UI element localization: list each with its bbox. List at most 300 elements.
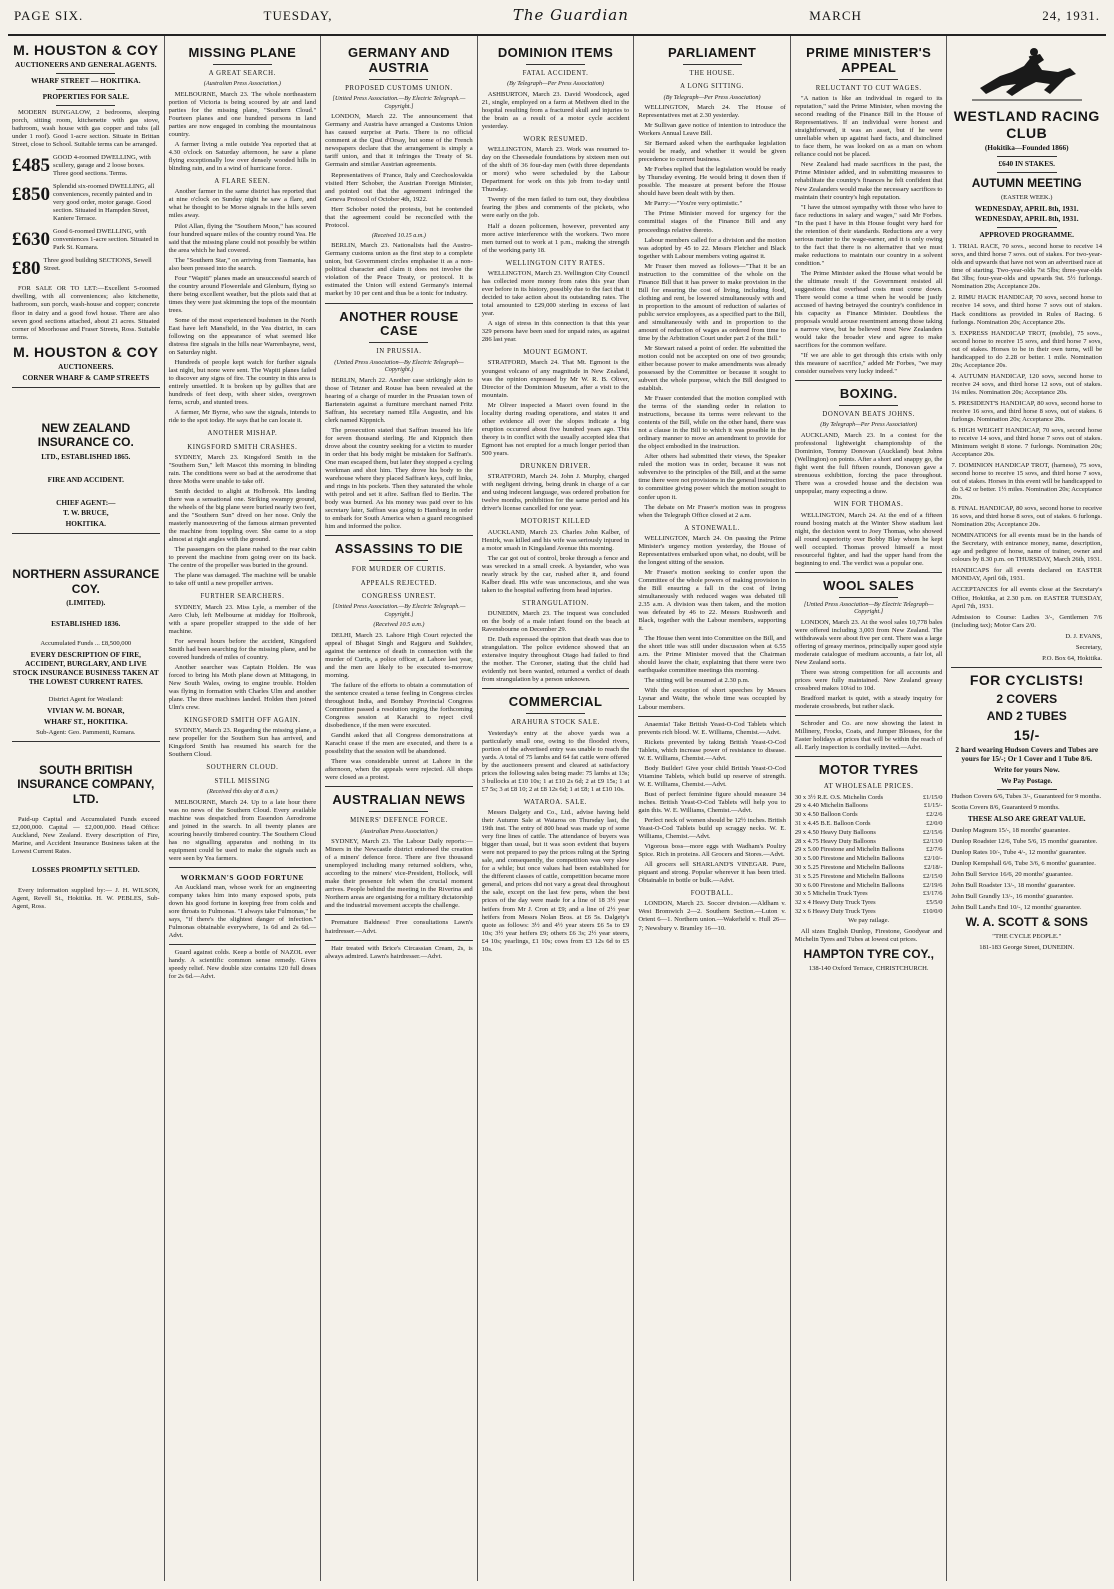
paragraph: WELLINGTON, March 24. At the end of a fifteen round boxing match at the Winter Show stadium last night, the decision went to Joey Thomas, who showed all round superiority over Bobby Blay whom he kept well occupied. Thomas proved himself a most resourceful fighter, and had the upper hand from the beginning to end. The verdict was a popular one. bbox=[794, 511, 943, 567]
paragraph: An Auckland man, whose work for an engineering company takes him into many exposed spots, puts down his good fortune in keeping free from colds and sore throats to Fulmonas. "I always take Fulmonas," he says, "if there's the slightest danger of infection." Fulmonas obtainable everywhere, 1s 6d and 2s 6d.—Advt. bbox=[168, 883, 317, 939]
divider bbox=[795, 572, 943, 573]
paragraph: "I have the utmost sympathy with those who have to face reductions in salary and wages," said Mr Forbes. "In the past I have in this House fought very hard for the retention of their standards. Reductions are a very serious matter to the wage-earner, and it is only owing to the fact that there is no alternative that we must make reductions to maintain our country in a solvent condition." bbox=[794, 203, 943, 267]
subheading: AT WHOLESALE PRICES. bbox=[823, 783, 914, 791]
article-headline: BOXING. bbox=[839, 386, 898, 402]
divider bbox=[369, 79, 428, 80]
divider bbox=[213, 64, 272, 65]
paragraph: SYDNEY, March 23. Miss Lyle, a member of the Aero Club, left Melbourne at midday for Holbrook, with a spare propeller strapped to the side of her machine. bbox=[168, 603, 317, 635]
subheading: A FLARE SEEN. bbox=[214, 178, 271, 186]
houston-heading: M. HOUSTON & COY bbox=[13, 42, 159, 58]
houston-heading: M. HOUSTON & COY bbox=[13, 343, 159, 360]
article-headline: MOTOR TYRES bbox=[818, 762, 919, 778]
divider bbox=[12, 741, 160, 742]
subheading: ANOTHER MISHAP. bbox=[207, 430, 278, 438]
tyre-row bbox=[795, 890, 943, 898]
race-entry: 2. RIMU HACK HANDICAP, 70 sovs, second horse to receive 14 sovs, and third horse 7 sovs out of stakes. Hack conditions as provided in Rules of Racing. 6 furlongs. Nomination 20s; Acceptance 20s. bbox=[951, 294, 1103, 326]
price: £485 bbox=[12, 154, 50, 176]
paragraph: Messrs Dalgety and Co., Ltd., advise having held their Autumn Sale at Wataroa on Thursday last, the 19th inst. The entry of 800 head was made up of some very fine lines of cattle. The attendance of buyers was bigger than usual, but it was soon evident that buyers were not prepared to pay the prices ruling at the Spring sale, and consequently, the competition was very slow for a while; but once values had been established for the different classes of cattle, competition became more general, and prices did not vary a great deal throughout the sale, except on the last few pens, when the best prices of the day were made for a line of 18 3½ year heifers from Mr J. Cron at £9; and a line of 2½ year heifers from Messrs Nolan Bros. at £6 5s. Dalgety's quote as follows: 3½ and 4½ year steers £6 5s to £9 10s; 3½ year heifers £9; others £6 3s; 2½ year steers, £4 10s; yearlings, £1 10s; cows from £3 12s 6d to £5 10s. bbox=[481, 809, 630, 953]
divider bbox=[325, 303, 473, 304]
tyre-price: £2/13/0 bbox=[922, 837, 943, 845]
advert: Vigorous boss—more eggs with Wadham's Poultry Spice. Rich in proteins. All Grocers and Stores.—Advt. bbox=[638, 842, 786, 858]
houston-tagline: AUCTIONEERS. bbox=[58, 361, 114, 371]
paragraph: Herr Schober noted the protests, but he contended that the agreement could be reconciled with the Protocol. bbox=[325, 205, 473, 229]
price: £630 bbox=[12, 229, 50, 251]
cyclists-heading: FOR CYCLISTS! bbox=[969, 671, 1084, 688]
tyre-item: 31 x 4.45 B.E. Balloon Cords bbox=[794, 819, 871, 827]
tyre-row bbox=[795, 820, 943, 828]
paragraph: Hundreds of people kept watch for further signals last night, but none were sent. The Wapiti planes failed to discover any signs of fire. The country in this area is entirely unsettled. It is broken up by gullies that are hundreds of feet deep, with sheer sides, overgrown ferns, scrub, and stunted trees. bbox=[168, 359, 317, 407]
advert: Anaemia! Take British Yeast-O-Cod Tablets which prevents rich blood. W. E. Williams, Chemist.—Advt. bbox=[638, 720, 786, 736]
paragraph: Guard against colds. Keep a bottle of NAZOL ever handy. A scientific common sense remedy. Gives speedy relief. New double size contains 120 full doses for 2s 6d.—Advt. bbox=[168, 949, 317, 981]
tyre-price: £2/18/- bbox=[924, 864, 943, 871]
tyre-price: £5/5/0 bbox=[926, 899, 943, 907]
paragraph: BERLIN, March 22. Another case strikingly akin to those of Tetzner and Rouse has been revealed at the hearing of a charge of murder in the Prussian town of Bartenstein against a furniture merchant named Fritz Saffran, his secretary named Ella Augustin, and his clerk named Kippnich. bbox=[325, 376, 473, 424]
district-agent-address: WHARF ST., HOKITIKA. bbox=[43, 716, 128, 726]
tyre-row bbox=[795, 855, 943, 863]
race-notice: HANDICAPS for all events declared on EASTER MONDAY, April 6th, 1931. bbox=[951, 567, 1103, 583]
race-entry: 1. TRIAL RACE, 70 sovs., second horse to receive 14 sovs, and third horse 7 sovs. out of stakes. For two-year-olds and upwards that have not won an advertised race at time of starting. Two-year-olds 7st 5lbs; three-year-olds 8st 3lbs; four-year-olds and upwards 9st. 5½ furlongs. Nomination 20s; Acceptance 20s. bbox=[951, 243, 1103, 291]
race-entry: 5. PRESIDENT'S HANDICAP, 80 sovs, second horse to receive 16 sovs, and third horse 8 sovs, out of stakes. 6 furlongs. Nomination 20s; Acceptance 20s. bbox=[951, 399, 1103, 423]
paragraph: Representatives of France, Italy and Czechoslovakia visited Herr Schober, the Austrian Foreign Minister, and pointed out that the agreement infringed the Geneva Protocol of October 4th, 1922. bbox=[325, 171, 473, 203]
subheading: WIN FOR THOMAS. bbox=[833, 501, 904, 509]
paragraph: For several hours before the accident, Kingsford Smith had been searching for the missing plane, and he covered hundreds of miles of country. bbox=[168, 637, 317, 661]
paragraph: STRATFORD, March 24. John J. Murphy, charged with negligent driving, being drunk in charge of a car and using indecent language, was ordered probation for twelve months, prohibition for the same period and his driver's license cancelled for one year. bbox=[481, 473, 630, 513]
tyre-guarantee: Dunlop Magnum 15/-, 18 months' guarantee. bbox=[951, 826, 1071, 834]
divider bbox=[795, 715, 943, 716]
houston-tagline: AUCTIONEERS AND GENERAL AGENTS. bbox=[15, 60, 157, 70]
scott-address: 181-183 George Street, DUNEDIN. bbox=[979, 943, 1075, 951]
paragraph: WELLINGTON, March 23. Work was resumed to-day on the Cheesedale foundations by sixteen men out of the shift of 36 four-day men (with three dependants or more) who were scheduled by the Labour Department for work on this job from to-day until Thursday. bbox=[481, 146, 630, 194]
race-entry: 4. AUTUMN HANDICAP, 120 sovs, second horse to receive 24 sovs, and third horse 12 sovs, out of stakes. 1¼ miles. Nomination 20s; Acceptance 20s. bbox=[951, 372, 1103, 396]
property-listing bbox=[12, 154, 160, 178]
subheading: ARAHURA STOCK SALE. bbox=[511, 719, 600, 727]
property-listing bbox=[12, 183, 160, 223]
tyre-row bbox=[795, 802, 943, 810]
article-headline: PRIME MINISTER'S APPEAL bbox=[806, 45, 932, 75]
divider bbox=[997, 172, 1057, 173]
advert: Schroder and Co. are now showing the latest in Millinery, Frocks, Coats, and Jumper Blouses, for the Easter holidays at prices that will be within the reach of all. Early inspection is cordially invited.—Advt. bbox=[794, 720, 943, 752]
paragraph: WELLINGTON, March 24. On passing the Prime Minister's urgency motion yesterday, the House of Representatives embarked upon what, no doubt, will be the longest sitting of the session. bbox=[638, 534, 786, 566]
secretary-name: D. J. EVANS, bbox=[1065, 632, 1103, 640]
paragraph: Some of the most experienced bushmen in the North East have left Mansfield, in the Yea district, in cars following on the appearance of what seemed like distress fire signals in the hills near Warrenbayne, west, on Saturday night. bbox=[168, 316, 317, 356]
paragraph: ASHBURTON, March 23. David Woodcock, aged 21, single, employed on a farm at Methven died in the hospital resulting from a fractured skull and injuries to the brain as a result of a motor cycle accident yesterday. bbox=[481, 90, 630, 130]
tyre-price: £1/15/- bbox=[924, 802, 943, 810]
paragraph: Mr Oliver inspected a Maori oven found in the locality during roading operations, and states it and other evidence all over the slopes indicate a big eruption occurred about five hundred years ago. This theory is in conflict with the usually accepted idea that Egmont has not erupted for a much longer period than 500 years. bbox=[481, 401, 630, 457]
paragraph: New Zealand had made sacrifices in the past, the Prime Minister added, and in submitting measures to rehabilitate the country's finances he felt confident that New Zealanders would make the necessary sacrifices to maintain their country's high reputation. bbox=[794, 161, 943, 201]
subheading: FATAL ACCIDENT. bbox=[522, 69, 589, 77]
paragraph: There was strong competition for all accounts and prices were fully maintained. New Zealand greasy crossbred makes 10¼d to 10d. bbox=[794, 669, 943, 693]
paragraph: Half a dozen policemen, however, prevented any more active interference with the workers. Two more men turned out to work at 1 p.m., making the strength of the working party 18. bbox=[481, 222, 630, 254]
paragraph: Mr Forbes replied that the legislation would be ready by Thursday evening. He would bring it down then if possible. The measure at present before the House should have been dealt with by then. bbox=[638, 166, 786, 198]
tyre-item: 30 x 5.25 Firestone and Michelin Balloons bbox=[794, 864, 905, 871]
race-notice: Admission to Course: Ladies 3/-, Gentlemen 7/6 (including tax); Motor Cars 2/0. bbox=[951, 613, 1103, 629]
tyre-item: 30 x 6.00 Firestone and Michelin Balloons bbox=[794, 881, 905, 889]
divider bbox=[839, 405, 898, 406]
paragraph: LONDON, March 22. The announcement that Germany and Austria have arranged a Customs Union has caused surprise at Paris. There is no official comment at the Quai d'Orsay, but some of the French newspapers declare that the arrangement is simply a tariff union, and that it infringes the Treaty of St. Germain and similar Austrian agreements. bbox=[325, 113, 473, 169]
subheading: FOOTBALL. bbox=[690, 890, 734, 898]
subheading: A STONEWALL. bbox=[684, 524, 740, 532]
paragraph: Premature Baldness! Free consultations Lawn's hairdresser.—Advt. bbox=[325, 919, 473, 935]
easter-week: (EASTER WEEK.) bbox=[1000, 193, 1053, 201]
divider bbox=[369, 811, 428, 812]
paragraph: Pilot Allan, flying the "Southern Moon," has scoured four hundred square miles of the country round Yea. He said that the missing plane could not possibly be within the area which he had covered. bbox=[168, 222, 317, 254]
chief-agent-label: CHIEF AGENT:— bbox=[56, 497, 116, 507]
columns bbox=[8, 36, 1106, 1581]
chief-agent-town: HOKITIKA. bbox=[65, 519, 106, 529]
divider bbox=[997, 789, 1057, 790]
advert: Rickets prevented by taking British Yeast-O-Cod Tablets, which increase power of resistance to disease. W. E. Williams, Chemist.—Advt. bbox=[638, 738, 786, 762]
horse-racing-icon bbox=[972, 46, 1082, 104]
northern-limited: (LIMITED). bbox=[66, 598, 106, 608]
listing-text: GOOD 4-roomed DWELLING, with scullery, garage and 2 loose boxes. Three good sections. Terms. bbox=[53, 153, 151, 177]
paragraph: Sir Bernard asked when the earthquake legislation would be ready, and whether it would be given precedence to current business. bbox=[638, 140, 786, 164]
covers-offer: 2 COVERS bbox=[996, 691, 1058, 706]
losses-settled: LOSSES PROMPTLY SETTLED. bbox=[32, 864, 140, 874]
secretary-title: Secretary, bbox=[1075, 643, 1103, 651]
paragraph: Hair treated with Brice's Circassian Cream, 2s, is always admired. Lawn's hairdresser.—Advt. bbox=[325, 944, 473, 960]
tyre-guarantee: Dunlop Kempshall 6/6, Tube 3/6, 6 months' guarantee. bbox=[951, 859, 1096, 867]
byline: (Australian Press Association.) bbox=[360, 827, 438, 835]
paragraph: A sign of stress in this connection is that this year 329 persons have been sued for unpaid rates, as against 286 last year. bbox=[481, 320, 630, 344]
paragraph: There was considerable unrest at Lahore in the afternoon, when the appeals were rejected. All shops were closed as a protest. bbox=[325, 758, 473, 782]
advert: Bust of perfect feminine figure should measure 34 inches. British Yeast-O-Cod Tablets will help you to gain this. W. E. Williams, Chemist.—Advt. bbox=[638, 790, 786, 814]
subheading: WELLINGTON CITY RATES. bbox=[505, 259, 606, 267]
paragraph: With the exception of short speeches by Messrs Lysnar and Waite, the whole time was occupied by Labour members. bbox=[638, 687, 786, 711]
district-agent-label: District Agent for Westland: bbox=[48, 695, 123, 703]
advert: Body Builder! Give your child British Yeast-O-Cod Vitamine Tablets, which build up reserve of strength. W. E. Williams, Chemist.—Advt. bbox=[638, 764, 786, 788]
tyre-price: £2/15/0 bbox=[922, 872, 943, 880]
paragraph: Bradford market is quiet, with a steady inquiry for moderate crossbreds, but rather slack. bbox=[794, 695, 943, 711]
article-headline: MISSING PLANE bbox=[188, 45, 297, 60]
paragraph: The "Southern Star," on arriving from Tasmania, has also been pressed into the search. bbox=[168, 256, 317, 272]
subheading: MOUNT EGMONT. bbox=[523, 349, 588, 357]
paragraph: The car got out of control, broke through a fence and was wrecked in a small creek. A bystander, who was nearly struck by the car, rushed after it, and found Kalber dead. His wife was unconscious, and she was taken to the hospital suffering from head injuries. bbox=[481, 554, 630, 594]
price: £80 bbox=[12, 258, 41, 280]
column-3 bbox=[321, 36, 478, 1581]
paragraph: Mr Fraser then moved as follows—"That it be an instruction to the committee of the whole on the Finance Bill that it has power to make provision in the Bill for ensuring the cost of living, including food, clothing and rent, be lowered simultaneously with and in proportion to the amount of reduction of salaries of public service employees, as a specified part to the Bill, and simultaneously with and in proportion to the amount of reduction of wages as ordered from time to time by the Arbitration Court under part 2 of the Bill." bbox=[638, 262, 786, 342]
offer-cta: Write for yours Now. bbox=[993, 764, 1060, 774]
paragraph: The failure of the efforts to obtain a commutation of the sentence created a tense feeling in Congress circles throughout India, and Bombay Provincial Congress Committee passed a resolution urging the forthcoming Congress session at Karachi to reject civil disobedience, if the men were executed. bbox=[325, 682, 473, 730]
property-listing bbox=[12, 257, 160, 280]
paragraph: WELLINGTON, March 24. The House of Representatives met at 2.30 yesterday. bbox=[638, 104, 786, 120]
paragraph: The sitting will be resumed at 2.30 p.m. bbox=[644, 677, 750, 685]
paragraph: AUCKLAND, March 23. Charles John Kalber, of Henirk, was killed and his wife was seriously injured in a motor smash in Kingsland Avenue this morning. bbox=[481, 528, 630, 552]
page-number: PAGE SIX. bbox=[14, 8, 84, 23]
weekday: TUESDAY, bbox=[263, 8, 333, 23]
byline: (Australian Press Association.) bbox=[203, 80, 281, 88]
paragraph: MELBOURNE, March 23. The whole northeastern portion of Victoria is being scoured by air and land parties for the missing plane, "Southern Cloud." Fourteen planes and one hundred persons in land parties are now engaged in combing the mountainous country. bbox=[168, 90, 317, 138]
meeting-date: WEDNESDAY, APRIL 8th, 1931. bbox=[974, 203, 1079, 213]
railage-note: We pay railage. bbox=[848, 916, 890, 924]
tyre-guarantee: John Bull Roadster 13/-, 18 months' guarantee. bbox=[951, 881, 1076, 889]
paragraph: The debate on Mr Fraser's motion was in progress when the Telegraph Office closed at 2 a.m. bbox=[638, 503, 786, 519]
property-listing: FOR SALE OR TO LET:—Excellent 5-roomed dwelling, with all conveniences; also kitchenette, bathroom, sun porch, wash-house and copper; concrete floor in dairy and a good fowl house. There are also seven good sections attached, about 21 acres. Situated corner of Moorhouse and Fraser Streets, Ross. Suitable terms. bbox=[12, 285, 160, 341]
subheading: STRANGULATION. bbox=[522, 599, 589, 607]
article-headline: COMMERCIAL bbox=[508, 694, 603, 710]
subheading: STILL MISSING bbox=[214, 777, 271, 785]
divider bbox=[169, 867, 317, 868]
subheading: FURTHER SEARCHERS. bbox=[200, 593, 285, 601]
paragraph: Smith decided to alight at Holbrook. His landing there was a sensational one. Striking swampy ground, the wheels of the big plane were buried nearly two feet, and the "Southern Sun" dived on her nose. Only the masterly manoeuvring of the famous airman prevented the machine from toppling over. She came to a stop almost at right angles with the ground. bbox=[168, 487, 317, 544]
houston-address: CORNER WHARF & CAMP STREETS bbox=[22, 372, 150, 382]
subheading: PROPOSED CUSTOMS UNION. bbox=[345, 84, 453, 92]
offer-text: 2 hard wearing Hudson Covers and Tubes are yours for 15/-; Or 1 Cover and 1 Tube 8/6. bbox=[955, 745, 1099, 764]
tyre-row bbox=[795, 882, 943, 890]
paragraph: Mr Parry:—"You're very optimistic." bbox=[644, 200, 743, 208]
paragraph: STRATFORD, March 24. That Mt. Egmont is the youngest volcano of any magnitude in New Zealand, was the opinion expressed by Mr W. R. B. Oliver, Director of the Dominion Museum, after a visit to the mountain. bbox=[481, 359, 630, 399]
paragraph: MELBOURNE, March 24. Up to a late hour there was no news of the Southern Cloud. Every available machine was despatched from Essendon Aerodrome and joined in the search. In all twenty planes are scouring heavily timbered country. The Southern Cloud has no signalling apparatus and nothing in its equipment could be used to make the signals such as were seen by Yea farmers. bbox=[168, 798, 317, 862]
divider bbox=[56, 73, 115, 74]
great-value-heading: THESE ALSO ARE GREAT VALUE. bbox=[967, 813, 1086, 823]
paragraph: After others had submitted their views, the Speaker ruled the motion was in order, because it was not subversive to the principles of the Bill, and at the same time there were not provisions in the general instruction to committee giving power which the motion sought to confer upon it. bbox=[638, 453, 786, 501]
tyre-row bbox=[795, 794, 943, 802]
subheading: A LONG SITTING. bbox=[680, 83, 745, 91]
paragraph: Another searcher was Captain Holden. He was forced to bring his Moth plane down at Mittagong, in New South Wales, owing to engine trouble. Holden was flying in formation with Charles Ulm and another plane. The three machines landed. Holden then joined Ulm's crew. bbox=[168, 663, 317, 711]
paragraph: Four "Wapiti" planes made an unsuccessful search of the country around Flowerdale and Glenburn, flying so there being excellent weather, but the pilots said that at times they were just skimming the tops of the mountain trees. bbox=[168, 274, 317, 314]
paragraph: DUNEDIN, March 23. The inquest was concluded on the body of a male infant found on the beach at Ravensbourne on December 29. bbox=[481, 610, 630, 634]
tyre-price: £2/2/6 bbox=[926, 811, 943, 819]
tyre-price: £2/0/0 bbox=[926, 819, 943, 827]
divider bbox=[325, 914, 473, 915]
district-agent-name: VIVIAN W. M. BONAR, bbox=[47, 705, 125, 715]
subheading: DONOVAN BEATS JOHNS. bbox=[822, 411, 915, 419]
tyre-guarantee: John Bull Land's End 10/-, 12 months' guarantee. bbox=[951, 903, 1082, 911]
subheading: KINGSFORD SMITH OFF AGAIN. bbox=[184, 717, 301, 724]
article-headline: GERMANY AND AUSTRIA bbox=[347, 45, 450, 75]
tyre-price-list bbox=[795, 794, 943, 916]
northern-funds: Accumulated Funds ... £8,500,000 bbox=[40, 640, 132, 648]
northern-description: EVERY DESCRIPTION OF FIRE, ACCIDENT, BURGLARY, AND LIVE STOCK INSURANCE BUSINESS TAKEN AT THE LOWEST CURRENT RATES. bbox=[12, 650, 159, 686]
subheading: WORK RESUMED. bbox=[523, 135, 588, 143]
tyre-item: 30 x 4.50 Balloon Cords bbox=[794, 811, 858, 819]
column-2 bbox=[165, 36, 322, 1581]
paragraph: Dr. Dath expressed the opinion that death was due to strangulation. The police evidence showed that an extensive inquiry throughout Otago had failed to find the mother. The Coroner, stating that the child had evidently not been wanted, returned a verdict of death from strangulation by a person unknown. bbox=[481, 636, 630, 684]
race-entry: 7. DOMINION HANDICAP TROT, (harness), 75 sovs, second horse to receive 15 sovs, and third horse 7 sovs, out of stakes. Horses in this event will be handicapped to do 3.42 or better. 1½ miles. Nomination 20s; Acceptance 20s. bbox=[951, 462, 1103, 502]
paragraph: Mr Fraser's motion seeking to confer upon the Committee of the whole powers of making provision in the Bill ensuring a fall in the cost of living simultaneously with reduced wages was debated till 2.35 a.m. A division was then taken, and the motion was defeated by 46 to 22. Messrs Rushworth and Black, together with the Labour members, supporting it. bbox=[638, 569, 786, 633]
houston-address: WHARF STREET — HOKITIKA. bbox=[31, 75, 141, 85]
paragraph: The prosecution stated that Saffran insured his life for seven thousand sterling. He and Kippnich then drove about the country seeking for a victim to murder in order that his body might be mistaken for Saffran's. One man escaped them, but later they stopped a cycling workman and shot him. They drove his body to the warehouse where they placed Saffran's keys, cuff links, and rings in his pockets. Then they saturated the whole with petrol and set it afire. Saffran fled to Berlin. The body was burned. As his money was paid over to his secretary later, Saffran was going to Hamburg in order to embark for South America when a guard recognised him and informed the police. bbox=[325, 426, 473, 531]
subheading: CONGRESS UNREST. bbox=[361, 592, 437, 600]
stakes: £640 IN STAKES. bbox=[998, 159, 1055, 169]
tyre-item: 31 x 5.25 Firestone and Michelin Balloons bbox=[794, 872, 905, 880]
nz-insurance-type: FIRE AND ACCIDENT. bbox=[47, 474, 124, 484]
column-5 bbox=[634, 36, 791, 1581]
price: £850 bbox=[12, 184, 50, 205]
divider bbox=[839, 597, 898, 598]
tyre-item: 29 x 4.50 Heavy Duty Balloons bbox=[794, 828, 876, 836]
article-headline: AUSTRALIAN NEWS bbox=[332, 792, 466, 808]
tyre-item: 32 x 6 Heavy Duty Truck Tyres bbox=[794, 908, 876, 916]
paragraph: SYDNEY, March 23. The Labour Daily reports:—Miners in the Newcastle district endorsed the creation of a miners' defence force. There are five thousand unemployed including many returned soldiers, who, according to the miners' vice-President, Hollock, will make their presence felt when the crucial moment arrives. People behind the meeting in the Riverina and Northern areas are organising for a military dictatorship and the industrial movement accepts the challenge. bbox=[325, 838, 473, 910]
article-headline: ANOTHER ROUSE CASE bbox=[339, 308, 459, 339]
paragraph: The Prime Minister moved for urgency for the committal stages of the Finance Bill and any proceedings relative thereto. bbox=[638, 210, 786, 234]
byline: (Received 10.5 a.m.) bbox=[373, 621, 425, 629]
byline: (United Press Association—By Electric Telegraph—Copyright.) bbox=[334, 358, 464, 374]
divider bbox=[638, 716, 786, 717]
tyre-item: 29 x 4.40 Michelin Balloons bbox=[794, 802, 868, 810]
article-headline: ASSASSINS TO DIE bbox=[334, 541, 464, 557]
divider bbox=[526, 713, 585, 714]
subheading: RELUCTANT TO CUT WAGES. bbox=[815, 84, 922, 92]
divider bbox=[325, 940, 473, 941]
paragraph: The passengers on the plane rushed to the rear cabin to prevent the machine from going over on its back. The centre of the propeller was buried in the ground. bbox=[168, 546, 317, 570]
paragraph: Mr Sullivan gave notice of intention to introduce the Workers Annual Leave Bill. bbox=[638, 122, 786, 138]
tyre-guarantee: Dunlop Roadster 12/6, Tube 5/6, 15 months' guarantee. bbox=[951, 837, 1098, 845]
paragraph: Yesterday's entry at the above yards was a particularly small one, owing to the flooded rivers, portion of the advertised entry was unable to reach the yards. A total of 75 lambs and 64 fat cattle were offered by the auctioneers present and cleared at satisfactory prices the following sales being made: 75 lambs at 13s; 3 bullocks at £10 10s; 1 at £10 2s 6d; 2 at £9 15s; 1 at £7 5s; 3 at £8 10; 2 at £8 12s 6d; 1 at £8; 1 at £10 10s. bbox=[481, 729, 630, 793]
paragraph: LONDON, March 23. At the wool sales 10,778 bales were offered including 3,003 from New Zealand. The withdrawals were about five per cent. There was a large offering of greasy merinos, principally super good style moderate catalogue of medium accounts, a fair lot, all New Zealand sorts. bbox=[794, 618, 943, 666]
column-4 bbox=[478, 36, 635, 1581]
divider bbox=[795, 756, 943, 757]
byline: (By Telegraph—Per Press Association) bbox=[820, 421, 918, 429]
tyre-guarantee: Dunlop Rates 10/-, Tube 4/-, 12 months' guarantee. bbox=[951, 848, 1087, 856]
subheading: IN PRUSSIA. bbox=[376, 348, 422, 356]
subheading: MINERS' DEFENCE FORCE. bbox=[350, 817, 448, 825]
divider bbox=[12, 533, 160, 534]
tyre-guarantee: John Bull Grandly 13/-, 16 months' guarantee. bbox=[951, 892, 1074, 900]
tyre-guarantee: Hudson Covers 6/6, Tubes 3/-, Guaranteed for 9 months. bbox=[951, 792, 1102, 800]
race-entry: 3. EXPRESS HANDICAP TROT, (mobile), 75 sovs., second horse to receive 15 sovs, and third horse 7 sovs, out of stakes. Horses to be in their own turns, will be handicapped to do 2.28 or better. 1 mile. Nomination 20s; Acceptance 20s. bbox=[951, 329, 1103, 369]
paragraph: The House then went into Committee on the Bill, and the short title was still under discussion when at 6.55 a.m. the Prime Minister moved that the Chairman should leave the chair, explaining that there were two earthquake committee meetings this morning. bbox=[638, 635, 786, 675]
racing-club-heading: WESTLAND RACING CLUB bbox=[953, 108, 1100, 142]
divider bbox=[169, 944, 317, 945]
listing-text: Splendid six-roomed DWELLING, all conveniences, recently painted and in very good order, motor garage. Good section. Situated in Hampden Street, Kaniere Terrace. bbox=[53, 183, 155, 223]
racing-club-founded: (Hokitika—Founded 1866) bbox=[984, 143, 1069, 153]
paragraph: A farmer living a mile outside Yea reported that at 4.30 o'clock on Saturday afternoon, he saw a plane flying exceptionally low over densely wooded hills in blinding rain, and in a wind of hurricane force. bbox=[168, 140, 317, 173]
tyre-guarantee: John Bull Service 16/6, 20 months' guarantee. bbox=[951, 870, 1073, 878]
autumn-meeting-heading: AUTUMN MEETING bbox=[971, 175, 1082, 190]
column-7 bbox=[947, 36, 1106, 1581]
paragraph: Labour members called for a division and the motion was adopted by 45 to 22. Messrs Fletcher and Black together with Labour members voting against it. bbox=[638, 236, 786, 260]
divider bbox=[56, 105, 115, 106]
tyre-row bbox=[795, 829, 943, 837]
paragraph: SYDNEY, March 23. Kingsford Smith in the "Southern Sun," left Mascot this morning in blinding rain. The conditions were so bad at the aerodrome that three Moths were unable to take off. bbox=[168, 453, 317, 485]
tyre-price: £3/17/6 bbox=[922, 890, 943, 898]
divider bbox=[839, 79, 898, 80]
properties-heading: PROPERTIES FOR SALE. bbox=[42, 91, 129, 101]
race-notice: ACCEPTANCES for all events close at the Secretary's Office, Hokitika, at 2.30 p.m. on EASTER TUESDAY, April 7th, 1931. bbox=[951, 586, 1103, 610]
newspaper-title: The Guardian bbox=[512, 6, 629, 24]
paragraph: The plane was damaged. The machine will be unable to take off until a new propeller arrives. bbox=[168, 572, 317, 588]
property-listing bbox=[12, 228, 160, 252]
column-6 bbox=[791, 36, 948, 1581]
tyre-row bbox=[795, 873, 943, 881]
subheading: THE HOUSE. bbox=[689, 69, 735, 77]
scott-tagline: "THE CYCLE PEOPLE." bbox=[992, 932, 1062, 940]
race-notice: NOMINATIONS for all events must be in the hands of the Secretary, with entrance money, name, description, age and pedigree of horse, name of trainer, owner and colours by 8.30 p.m. on THURSDAY, March 26th, 1931. bbox=[951, 532, 1103, 564]
subheading: APPEALS REJECTED. bbox=[360, 579, 438, 587]
divider bbox=[951, 667, 1102, 668]
byline: [United Press Association.—By Electric Telegraph.—Copyright.] bbox=[332, 95, 466, 110]
paragraph: Mr Stewart raised a point of order. He submitted the motion could not be accepted on one of two grounds; either because power to make amendments was already possessed by the Committee or because it sought to subvert the whole purpose, which the Bill designed to establish. bbox=[638, 344, 786, 393]
paragraph: WELLINGTON, March 23. Wellington City Council has collected more money from rates this year than ever before in its history, possibly due to the fact that it decided to take action about its outstanding rates. The total amounted to £29,000 sterling in excess of last year. bbox=[481, 269, 630, 318]
tyre-price: £2/15/6 bbox=[922, 828, 943, 836]
paragraph: Twenty of the men failed to turn out, they doubtless fearing the jibes and comments of the pickets, who were early on the job. bbox=[481, 196, 630, 220]
chief-agent-name: T. W. BRUCE, bbox=[63, 508, 109, 518]
divider bbox=[526, 64, 585, 65]
tubes-offer: AND 2 TUBES bbox=[986, 709, 1067, 724]
tyre-row bbox=[795, 864, 943, 872]
tyre-item: 30 x 3½ R.E. O.S. Michelin Cords bbox=[794, 793, 884, 801]
nz-insurance-heading: NEW ZEALAND INSURANCE CO. bbox=[37, 420, 134, 450]
subheading: WATAROA. SALE. bbox=[523, 798, 588, 806]
divider bbox=[325, 535, 473, 536]
date: 24, 1931. bbox=[1042, 8, 1100, 23]
divider bbox=[795, 380, 943, 381]
article-headline: WOOL SALES bbox=[823, 577, 915, 593]
divider bbox=[12, 387, 160, 388]
northern-established: ESTABLISHED 1836. bbox=[51, 619, 121, 629]
paragraph: Mr Fraser contended that the motion complied with the terms of the standing order in relation to instructions, because its terms were relevant to the contents of the Bill, while on the other hand, there was not a clause in the Bill to which it was possible in the ordinary manner to move an amendment to provide for the object embodied in the instruction. bbox=[638, 395, 786, 451]
nz-insurance-established: LTD., ESTABLISHED 1865. bbox=[41, 451, 131, 461]
northern-assurance-heading: NORTHERN ASSURANCE COY. bbox=[12, 567, 160, 596]
divider bbox=[482, 688, 630, 689]
tyre-item: 29 x 5.00 Firestone and Michelin Balloons bbox=[794, 846, 905, 854]
tyre-row bbox=[795, 908, 943, 916]
masthead bbox=[8, 6, 1106, 36]
subheading: MOTORIST KILLED bbox=[520, 518, 591, 526]
south-british-heading: SOUTH BRITISH INSURANCE COMPANY, LTD. bbox=[17, 762, 155, 806]
advert: Perfect neck of women should be 12½ inches. British Yeast-O-Cod Tablets build up scraggy necks. W. E. Williams, Chemist.—Advt. bbox=[638, 816, 786, 840]
postage-note: We Pay Postage. bbox=[1001, 775, 1053, 785]
tyre-row bbox=[795, 846, 943, 854]
article-headline: DOMINION ITEMS bbox=[497, 45, 614, 60]
programme-heading: APPROVED PROGRAMME. bbox=[979, 230, 1074, 240]
paragraph: Another farmer in the same district has reported that at nine o'clock on Sunday night he saw a flare, and what he thought to be Morse signals in the hills seven miles away. bbox=[168, 188, 317, 220]
column-1 bbox=[8, 36, 165, 1581]
south-british-agents: Every information supplied by:— J. H. WILSON, Agent, Revell St., Hokitika. H. W. PEBLES, Sub-Agent, Ross. bbox=[12, 886, 160, 910]
byline: [United Press Association—By Electric Telegraph—Copyright.] bbox=[803, 600, 934, 616]
tyre-item: 28 x 4.75 Heavy Duty Balloons bbox=[794, 837, 876, 845]
subheading: DRUNKEN DRIVER. bbox=[520, 462, 591, 470]
sub-agent: Sub-Agent: Geo. Pammenti, Kumara. bbox=[36, 728, 136, 736]
scott-heading: W. A. SCOTT & SONS bbox=[965, 914, 1088, 929]
paragraph: Gandhi asked that all Congress demonstrations at Karachi cease if the men are executed, and there is a possibility that the session will be abandoned. bbox=[325, 732, 473, 756]
tyre-price: £10/0/0 bbox=[922, 908, 943, 916]
byline: (By Telegraph—Per Press Association) bbox=[507, 80, 604, 88]
divider bbox=[683, 64, 742, 65]
divider bbox=[56, 89, 115, 90]
paragraph: LONDON, March 23. Soccer division.—Aldham v. West Bromwich 2—2. Southern Section.—Luton v. Orient 6—1. Northern union.—Wakefield v. Hull 26—7; Newsbury v. Bramley 16—10. bbox=[638, 900, 786, 932]
divider bbox=[325, 786, 473, 787]
byline: [United Press Association.—By Electric Telegraph.—Copyright.] bbox=[332, 603, 466, 618]
meeting-date: WEDNESDAY, APRIL 8th, 1931. bbox=[974, 214, 1079, 224]
article-headline: PARLIAMENT bbox=[667, 45, 757, 60]
secretary-address: P.O. Box 64, Hokitika. bbox=[1042, 654, 1103, 662]
subheading: FOR MURDER OF CURTIS. bbox=[351, 566, 447, 574]
tyre-price: £2/7/6 bbox=[926, 846, 943, 854]
paragraph: SYDNEY, March 23. Regarding the missing plane, a new propeller for the Southern Sun has arrived, and Kingsford Smith has resumed his search for the Southern Cloud. bbox=[168, 727, 317, 759]
tyre-item: 30 x 5 Michelin Truck Tyres bbox=[794, 890, 868, 898]
tyre-item: 32 x 4 Heavy Duty Truck Tyres bbox=[794, 899, 876, 907]
divider bbox=[369, 342, 428, 343]
paragraph: BERLIN, March 23. Nationalists hail the Austro-Germany customs union as the first step to a complete union, but Government circles emphasise it as a non-political character and claim it does not involve the violation of the Peace Treaty, or protocol. It is estimated the Union will extend Germany's internal market by 10 per cent and thus be a tonic for industry. bbox=[325, 242, 473, 298]
hampton-address: 138-140 Oxford Terrace, CHRISTCHURCH. bbox=[808, 964, 929, 972]
subheading: WORKMAN'S GOOD FORTUNE bbox=[180, 872, 305, 882]
paragraph: A farmer, Mr Byrne, who saw the signals, intends to ride to the spot today. He says that he can locate it. bbox=[168, 409, 317, 425]
subheading: SOUTHERN CLOUD. bbox=[206, 764, 279, 772]
byline: (Received this day at 8 a.m.) bbox=[207, 787, 278, 795]
paragraph: The Prime Minister asked the House what would be the ultimate result if the Government resisted all suggestions that overhead costs must come down. There would come a time when he would be justly accused of having betrayed the country's confidence in his capacity as Finance Minister. Doubtless the proposals would arouse resentment among those taking a narrow view, but he believed most New Zealanders would take the broader view and agree to make sacrifices for the common welfare. bbox=[794, 269, 943, 350]
tyre-item: 30 x 5.00 Firestone and Michelin Balloons bbox=[794, 855, 905, 863]
tyre-row bbox=[795, 899, 943, 907]
tyre-guarantee: Scotia Covers 8/6, Guaranteed 9 months. bbox=[951, 803, 1060, 811]
listing-text: Three good building SECTIONS, Sewell Street. bbox=[43, 257, 152, 273]
property-listing: MODERN BUNGALOW, 2 bedrooms, sleeping porch, sitting room, kitchenette with gas stove, bathroom, wash house with gas copper and tubs (all under 1 roof). Good 1-acre section. Situate in Brittan Street, close to School. Suitable terms can be arranged. bbox=[12, 108, 160, 148]
divider bbox=[997, 227, 1057, 228]
subheading: KINGSFORD SMITH CRASHES. bbox=[187, 443, 298, 451]
divider bbox=[369, 560, 428, 561]
tyre-price: £1/15/0 bbox=[922, 793, 943, 801]
